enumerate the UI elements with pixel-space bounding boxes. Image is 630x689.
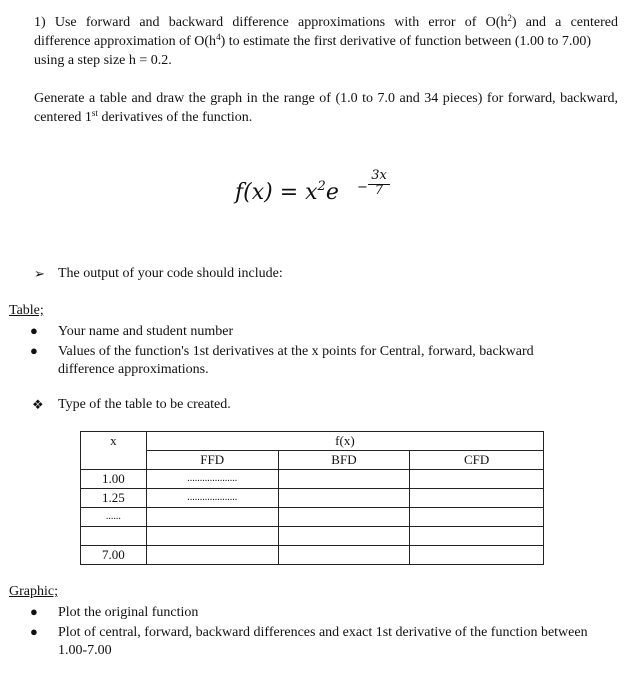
ffd-placeholder: ....................: [146, 489, 278, 508]
header-ffd: FFD: [146, 451, 278, 470]
bfd-cell: [278, 470, 410, 489]
cfd-cell: [410, 527, 544, 546]
output-intro: The output of your code should include:: [58, 266, 283, 281]
table-row: [81, 527, 544, 546]
arrow-icon: ➢: [34, 266, 45, 281]
diamond-bullet-icon: ❖: [32, 397, 44, 412]
bfd-cell: [278, 508, 410, 527]
cfd-cell: [410, 508, 544, 527]
table-row: [81, 432, 544, 451]
formula-minus: −: [357, 180, 368, 195]
bfd-cell: [278, 489, 410, 508]
table-row: [81, 470, 544, 489]
bullet-icon: ●: [30, 624, 38, 639]
bullet-icon: ●: [30, 604, 38, 619]
graphic-heading: Graphic;: [9, 584, 58, 599]
x-cell: 1.00: [81, 470, 147, 489]
question-line-4: Generate a table and draw the graph in the range of (1.0 to 7.0 and 34 pieces) for forward, backward,: [34, 91, 618, 106]
question-paragraph-2: [34, 89, 618, 127]
x-cell: [81, 527, 147, 546]
bfd-cell: [278, 546, 410, 565]
x-cell: 1.25: [81, 489, 147, 508]
table-bullet-1: Your name and student number: [58, 324, 234, 339]
graphic-bullet-2: Plot of central, forward, backward differences and exact 1st derivative of the function between: [58, 625, 588, 640]
graphic-bullet-1: Plot the original function: [58, 605, 199, 620]
header-fx: f(x): [146, 432, 543, 451]
cfd-cell: [410, 489, 544, 508]
formula-lhs: f(x) = x: [235, 180, 318, 205]
table-row: [81, 489, 544, 508]
table-heading: Table;: [9, 303, 44, 318]
formula-exponent: [368, 168, 390, 198]
table-row: [81, 508, 544, 527]
question-line-3: using a step size h = 0.2.: [34, 53, 172, 68]
ffd-cell: [146, 508, 278, 527]
template-table: [80, 431, 544, 565]
formula-square: 2: [317, 179, 326, 194]
ffd-placeholder: ....................: [146, 470, 278, 489]
formula-base: e: [325, 180, 339, 205]
table-row: [81, 546, 544, 565]
cfd-cell: [410, 546, 544, 565]
ffd-cell: [146, 527, 278, 546]
table-intro: Type of the table to be created.: [58, 397, 231, 412]
table-bullet-2-cont: difference approximations.: [58, 362, 209, 377]
question-paragraph-1: [34, 13, 618, 70]
header-cfd: CFD: [410, 451, 544, 470]
formula-numerator: 3x: [371, 168, 387, 183]
table-row: [81, 451, 544, 470]
bfd-cell: [278, 527, 410, 546]
question-line-5: centered 1st derivatives of the function.: [34, 108, 253, 125]
bullet-icon: ●: [30, 323, 38, 338]
question-line-1: 1) Use forward and backward difference approximations with error of $O(h^2)$ and a centered: [34, 13, 618, 30]
ffd-cell: [146, 546, 278, 565]
formula-denominator: 7: [374, 183, 384, 198]
bullet-icon: ●: [30, 343, 38, 358]
graphic-bullet-2-cont: 1.00-7.00: [58, 643, 112, 658]
x-cell: 7.00: [81, 546, 147, 565]
header-bfd: BFD: [278, 451, 410, 470]
table-bullet-2: Values of the function's 1st derivatives at the x points for Central, forward, backward: [58, 344, 534, 359]
cfd-cell: [410, 470, 544, 489]
question-line-2: difference approximation of $O(h^4)$ to estimate the first derivative of function between (1.00 to 7.00): [34, 32, 592, 49]
x-cell: ......: [81, 508, 147, 527]
header-x: x: [81, 432, 147, 470]
